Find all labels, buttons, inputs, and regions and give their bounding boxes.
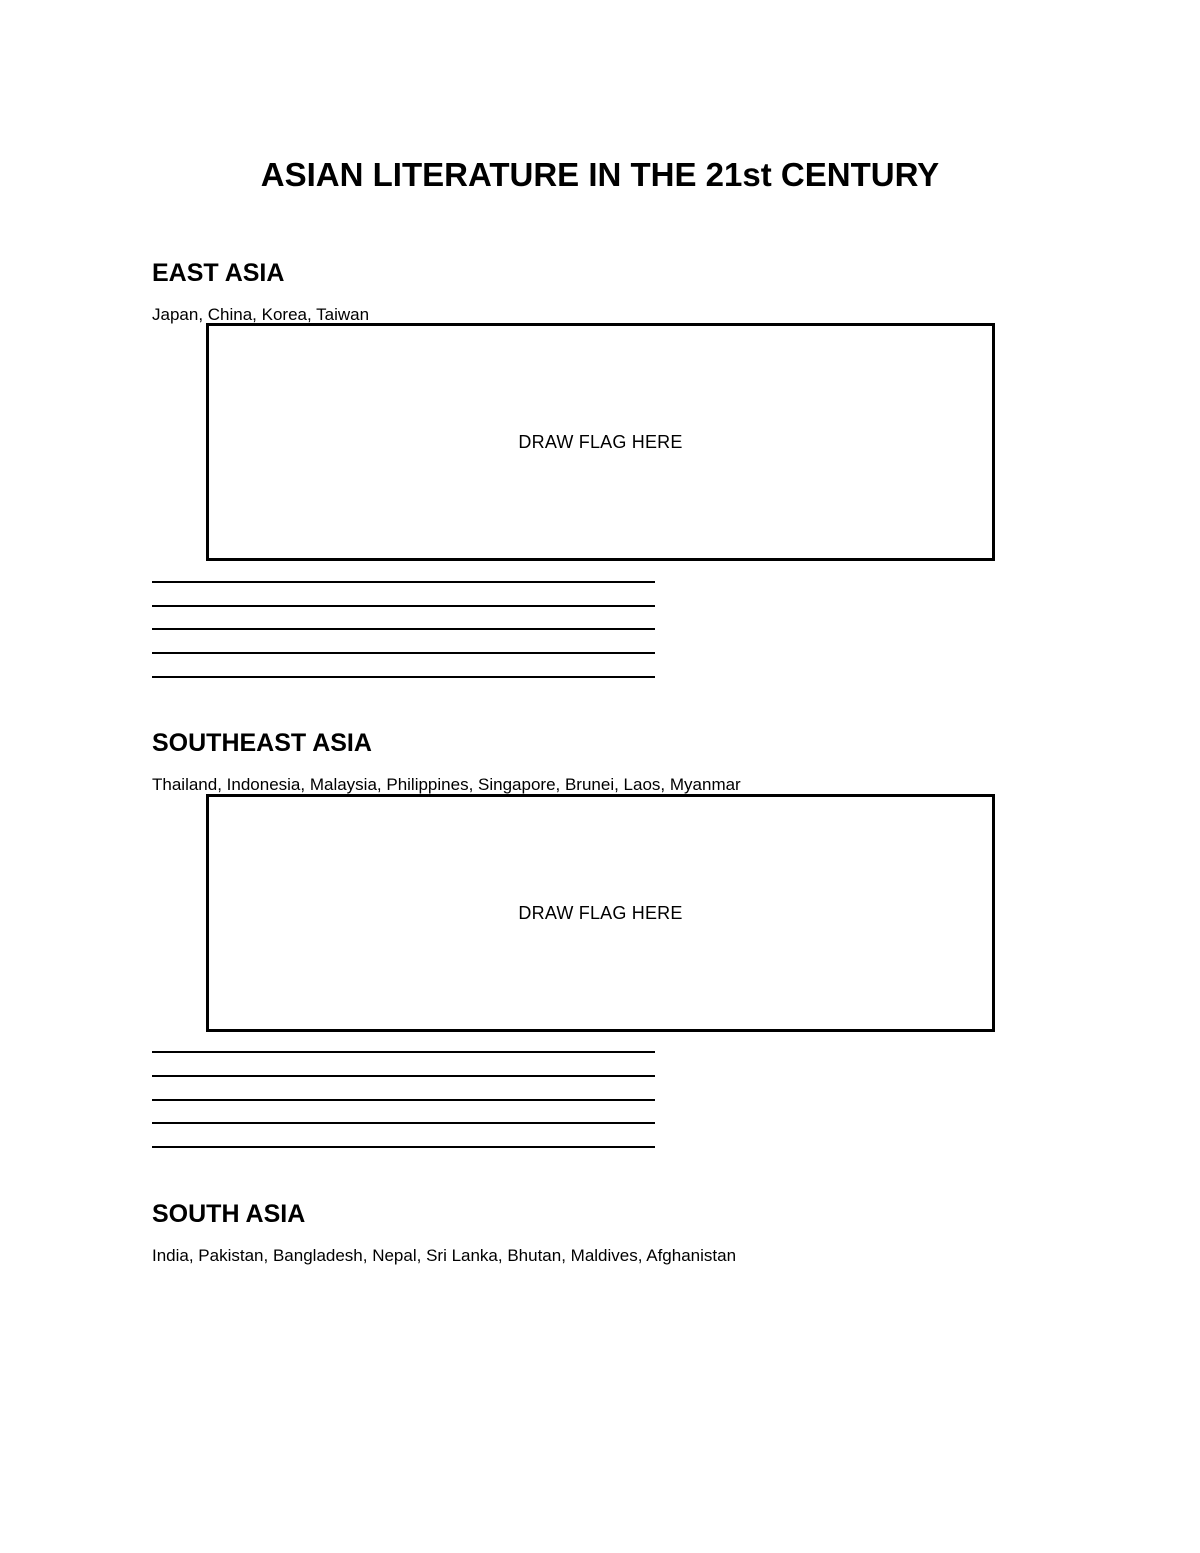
answer-line[interactable] — [152, 1122, 655, 1124]
country-list-east-asia: Japan, China, Korea, Taiwan — [152, 305, 370, 324]
answer-line[interactable] — [152, 1146, 655, 1148]
answer-line[interactable] — [152, 1099, 655, 1101]
answer-line[interactable] — [152, 628, 655, 630]
flag-drawing-box-east-asia[interactable] — [206, 323, 995, 561]
country-list-south-asia: India, Pakistan, Bangladesh, Nepal, Sri Lanka, Bhutan, Maldives, Afghanistan — [152, 1246, 737, 1265]
answer-line[interactable] — [152, 676, 655, 678]
country-list-southeast-asia: Thailand, Indonesia, Malaysia, Philippines, Singapore, Brunei, Laos, Myanmar — [152, 775, 741, 794]
page-title: ASIAN LITERATURE IN THE 21st CENTURY — [260, 156, 940, 193]
flag-box-label: DRAW FLAG HERE — [518, 432, 683, 452]
answer-line[interactable] — [152, 1075, 655, 1077]
answer-line[interactable] — [152, 652, 655, 654]
answer-line[interactable] — [152, 1051, 655, 1053]
section-heading-south-asia: SOUTH ASIA — [152, 1200, 306, 1228]
answer-line[interactable] — [152, 605, 655, 607]
section-heading-east-asia: EAST ASIA — [152, 259, 285, 287]
answer-line[interactable] — [152, 581, 655, 583]
flag-box-label: DRAW FLAG HERE — [518, 903, 683, 923]
section-heading-southeast-asia: SOUTHEAST ASIA — [152, 729, 372, 757]
flag-drawing-box-southeast-asia[interactable] — [206, 794, 995, 1032]
